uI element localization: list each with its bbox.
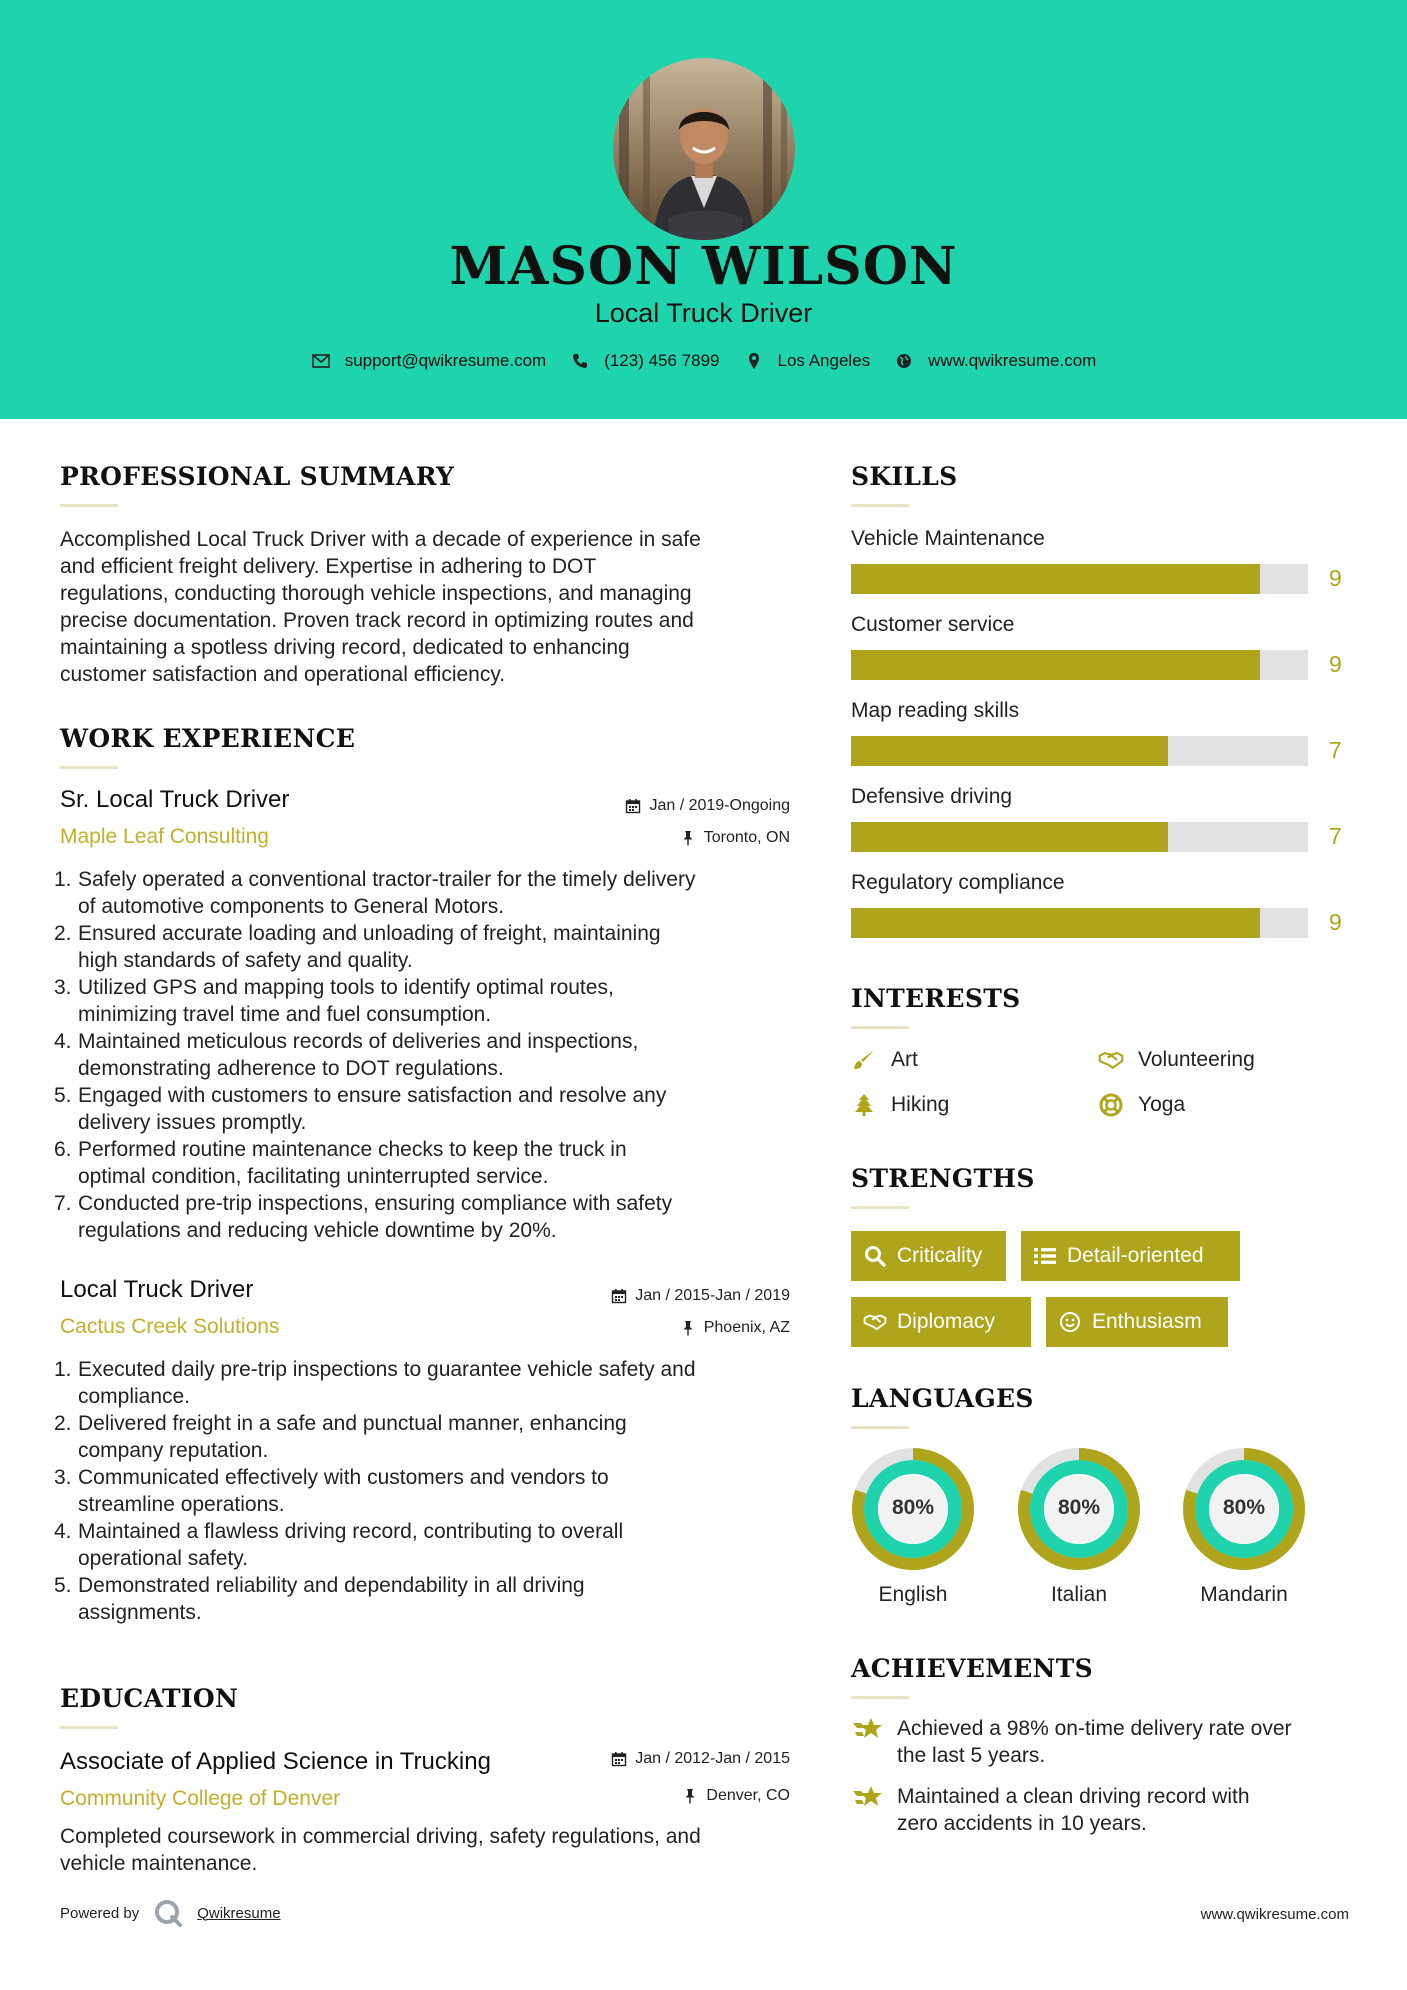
language-ring <box>851 1447 975 1571</box>
list-line: of automotive components to General Motors. <box>78 895 505 918</box>
list-icon <box>1033 1244 1057 1268</box>
list-item <box>54 1410 800 1464</box>
contact-website-text: www.qwikresume.com <box>928 351 1097 370</box>
list-line: minimizing travel time and fuel consumption. <box>78 1003 492 1026</box>
summary-text <box>60 526 800 688</box>
lifebuoy-icon <box>1098 1092 1124 1118</box>
contact-location-text: Los Angeles <box>777 351 871 370</box>
company-name: Maple Leaf Consulting <box>60 825 269 848</box>
skill-bar-fill <box>851 822 1168 852</box>
list-line: operational safety. <box>78 1547 249 1570</box>
education-dates-text: Jan / 2012-Jan / 2015 <box>635 1750 790 1767</box>
skill-label: Vehicle Maintenance <box>851 527 1045 550</box>
profile-photo <box>613 58 795 240</box>
list-line: Maintained a flawless driving record, contributing to overall <box>78 1520 624 1543</box>
list-line: optimal condition, facilitating uninterrupted service. <box>78 1165 549 1188</box>
handshake-icon <box>863 1310 887 1334</box>
skill-bar-fill <box>851 736 1168 766</box>
list-line: company reputation. <box>78 1439 269 1462</box>
list-line: Engaged with customers to ensure satisfaction and resolve any <box>78 1084 667 1107</box>
education-location <box>682 1787 790 1805</box>
language-ring <box>1017 1447 1141 1571</box>
list-line: Maintained meticulous records of deliveries and inspections, <box>78 1030 639 1053</box>
achievement-text <box>897 1715 1292 1769</box>
experience-heading: WORK EXPERIENCE <box>60 724 356 753</box>
skill-label: Regulatory compliance <box>851 871 1065 894</box>
strength-tag <box>1046 1297 1228 1347</box>
education-dates <box>611 1750 790 1768</box>
language-percent: 80% <box>1057 1496 1101 1519</box>
languages-heading: LANGUAGES <box>851 1384 1034 1413</box>
list-number: 4. <box>54 1520 72 1543</box>
header-banner <box>0 0 1407 419</box>
summary-line: maintaining a spotless driving record, dedicated to enhancing <box>60 636 630 659</box>
list-number: 5. <box>54 1574 72 1597</box>
list-number: 5. <box>54 1084 72 1107</box>
achievement-item <box>851 1715 1292 1769</box>
education-rule <box>60 1726 118 1729</box>
company-name: Cactus Creek Solutions <box>60 1315 280 1338</box>
job-location <box>680 829 790 847</box>
strength-label: Diplomacy <box>897 1310 996 1333</box>
skill-value: 9 <box>1329 909 1342 935</box>
list-line: delivery issues promptly. <box>78 1111 307 1134</box>
job-duties-list <box>54 1356 800 1626</box>
list-line: regulations and reducing vehicle downtime by 20%. <box>78 1219 557 1242</box>
strength-label: Detail-oriented <box>1067 1244 1204 1267</box>
interest-item <box>851 1047 918 1073</box>
school-name: Community College of Denver <box>60 1787 341 1810</box>
summary-line: regulations, conducting thorough vehicle inspections, and managing <box>60 582 692 605</box>
strength-tag <box>851 1231 1006 1281</box>
list-item <box>54 974 800 1028</box>
globe-icon <box>894 351 914 371</box>
footer-powered-by <box>60 1898 281 1928</box>
pushpin-icon <box>682 1788 698 1804</box>
job-duties-list <box>54 866 800 1244</box>
achievements-rule <box>851 1696 909 1699</box>
smile-icon <box>1058 1310 1082 1334</box>
list-number: 6. <box>54 1138 72 1161</box>
qwikresume-logo-icon <box>153 1898 183 1928</box>
languages-rule <box>851 1426 909 1429</box>
contact-phone[interactable] <box>570 351 719 371</box>
list-number: 7. <box>54 1192 72 1215</box>
list-item <box>54 1136 800 1190</box>
skill-label: Map reading skills <box>851 699 1020 722</box>
job-dates-text: Jan / 2015-Jan / 2019 <box>635 1287 790 1304</box>
list-number: 4. <box>54 1030 72 1053</box>
pushpin-icon <box>680 830 696 846</box>
interests-rule <box>851 1026 909 1029</box>
list-item <box>54 1028 800 1082</box>
tree-icon <box>851 1092 877 1118</box>
skill-value: 9 <box>1329 565 1342 591</box>
interest-item <box>1098 1047 1255 1073</box>
list-line: high standards of safety and quality. <box>78 949 413 972</box>
list-line: Conducted pre-trip inspections, ensuring compliance with safety <box>78 1192 673 1215</box>
achievement-line: zero accidents in 10 years. <box>897 1812 1147 1835</box>
contact-email-text: support@qwikresume.com <box>344 351 547 370</box>
list-line: Safely operated a conventional tractor-trailer for the timely delivery <box>78 868 696 891</box>
interest-label: Volunteering <box>1138 1048 1255 1071</box>
strength-tag <box>1021 1231 1240 1281</box>
interest-label: Art <box>891 1048 918 1071</box>
list-line: demonstrating adherence to DOT regulations. <box>78 1057 504 1080</box>
handshake-icon <box>1098 1047 1124 1073</box>
job-location <box>680 1319 790 1337</box>
language-ring <box>1182 1447 1306 1571</box>
list-line: Executed daily pre-trip inspections to guarantee vehicle safety and <box>78 1358 696 1381</box>
list-line: Delivered freight in a safe and punctual manner, enhancing <box>78 1412 627 1435</box>
skill-bar-track <box>851 736 1308 766</box>
skill-value: 7 <box>1329 823 1342 849</box>
achievement-text <box>897 1783 1250 1837</box>
summary-line: Accomplished Local Truck Driver with a decade of experience in safe <box>60 528 701 551</box>
skill-bar-fill <box>851 908 1260 938</box>
skill-bar-track <box>851 822 1308 852</box>
list-item <box>54 1464 800 1518</box>
strength-label: Enthusiasm <box>1092 1310 1202 1333</box>
list-line: Ensured accurate loading and unloading of freight, maintaining <box>78 922 661 945</box>
job-dates <box>611 1287 790 1305</box>
skill-value: 9 <box>1329 651 1342 677</box>
list-line: Performed routine maintenance checks to keep the truck in <box>78 1138 627 1161</box>
contact-bar <box>0 351 1407 371</box>
qwikresume-link[interactable]: Qwikresume <box>197 1904 281 1922</box>
summary-rule <box>60 504 118 507</box>
list-line: Demonstrated reliability and dependability in all driving <box>78 1574 585 1597</box>
job-dates <box>625 797 790 815</box>
summary-line: and efficient freight delivery. Expertise in adhering to DOT <box>60 555 597 578</box>
language-name: English <box>878 1583 948 1606</box>
location-icon <box>744 351 764 371</box>
interests-heading: INTERESTS <box>851 984 1021 1013</box>
list-number: 3. <box>54 1466 72 1489</box>
footer-site-link[interactable]: www.qwikresume.com <box>1200 1906 1349 1923</box>
skill-label: Customer service <box>851 613 1015 636</box>
search-icon <box>863 1244 887 1268</box>
strength-tag <box>851 1297 1031 1347</box>
skills-rule <box>851 504 909 507</box>
interest-label: Hiking <box>891 1093 950 1116</box>
list-item <box>54 866 800 920</box>
skill-bar-fill <box>851 650 1260 680</box>
summary-line: precise documentation. Proven track record in optimizing routes and <box>60 609 694 632</box>
contact-phone-text: (123) 456 7899 <box>604 351 720 370</box>
language-name: Italian <box>1050 1583 1108 1606</box>
list-line: Utilized GPS and mapping tools to identify optimal routes, <box>78 976 614 999</box>
interest-item <box>1098 1092 1185 1118</box>
candidate-name: MASON WILSON <box>449 236 958 297</box>
education-heading: EDUCATION <box>60 1684 239 1713</box>
list-number: 3. <box>54 976 72 999</box>
list-item <box>54 1190 800 1244</box>
list-line: Communicated effectively with customers and vendors to <box>78 1466 609 1489</box>
skill-bar-track <box>851 650 1308 680</box>
language-percent: 80% <box>1222 1496 1266 1519</box>
job-location-text: Toronto, ON <box>703 829 790 846</box>
job-title: Local Truck Driver <box>60 1276 254 1303</box>
skill-label: Defensive driving <box>851 785 1013 808</box>
list-line: compliance. <box>78 1385 191 1408</box>
calendar-icon <box>611 1288 627 1304</box>
achievement-item <box>851 1783 1250 1837</box>
calendar-icon <box>611 1751 627 1767</box>
list-line: assignments. <box>78 1601 202 1624</box>
skill-bar-track <box>851 908 1308 938</box>
interest-item <box>851 1092 949 1118</box>
list-item <box>54 920 800 974</box>
contact-website[interactable] <box>894 351 1096 371</box>
list-item <box>54 1356 800 1410</box>
powered-by-label: Powered by <box>60 1904 140 1922</box>
language-percent: 80% <box>891 1496 935 1519</box>
strengths-heading: STRENGTHS <box>851 1164 1035 1193</box>
job-dates-text: Jan / 2019-Ongoing <box>649 797 790 814</box>
candidate-title: Local Truck Driver <box>594 298 813 328</box>
achievement-line: the last 5 years. <box>897 1744 1046 1767</box>
skill-bar-fill <box>851 564 1260 594</box>
contact-email[interactable] <box>311 351 547 371</box>
education-line: vehicle maintenance. <box>60 1852 258 1875</box>
pushpin-icon <box>680 1320 696 1336</box>
paintbrush-icon <box>851 1047 877 1073</box>
job-location-text: Phoenix, AZ <box>703 1319 790 1336</box>
summary-heading: PROFESSIONAL SUMMARY <box>60 462 455 491</box>
list-line: streamline operations. <box>78 1493 285 1516</box>
star-medal-icon <box>851 1783 885 1813</box>
list-number: 1. <box>54 1358 72 1381</box>
education-line: Completed coursework in commercial driving, safety regulations, and <box>60 1825 701 1848</box>
education-description <box>60 1823 800 1877</box>
star-medal-icon <box>851 1715 885 1745</box>
experience-rule <box>60 766 118 769</box>
skill-value: 7 <box>1329 737 1342 763</box>
list-number: 1. <box>54 868 72 891</box>
list-item <box>54 1572 800 1626</box>
interest-label: Yoga <box>1138 1093 1186 1116</box>
envelope-icon <box>311 351 331 371</box>
list-item <box>54 1518 800 1572</box>
degree-title: Associate of Applied Science in Trucking <box>60 1748 491 1775</box>
list-number: 2. <box>54 922 72 945</box>
achievements-heading: ACHIEVEMENTS <box>851 1654 1093 1683</box>
job-title: Sr. Local Truck Driver <box>60 786 290 813</box>
skill-bar-track <box>851 564 1308 594</box>
list-item <box>54 1082 800 1136</box>
list-number: 2. <box>54 1412 72 1435</box>
phone-icon <box>570 351 590 371</box>
summary-line: customer satisfaction and operational efficiency. <box>60 663 506 686</box>
education-location-text: Denver, CO <box>706 1787 790 1804</box>
calendar-icon <box>625 798 641 814</box>
strengths-rule <box>851 1206 909 1209</box>
language-name: Mandarin <box>1200 1583 1288 1606</box>
strength-label: Criticality <box>897 1244 983 1267</box>
contact-location <box>744 351 871 371</box>
achievement-line: Maintained a clean driving record with <box>897 1785 1250 1808</box>
achievement-line: Achieved a 98% on-time delivery rate over <box>897 1717 1292 1740</box>
skills-heading: SKILLS <box>851 462 958 491</box>
